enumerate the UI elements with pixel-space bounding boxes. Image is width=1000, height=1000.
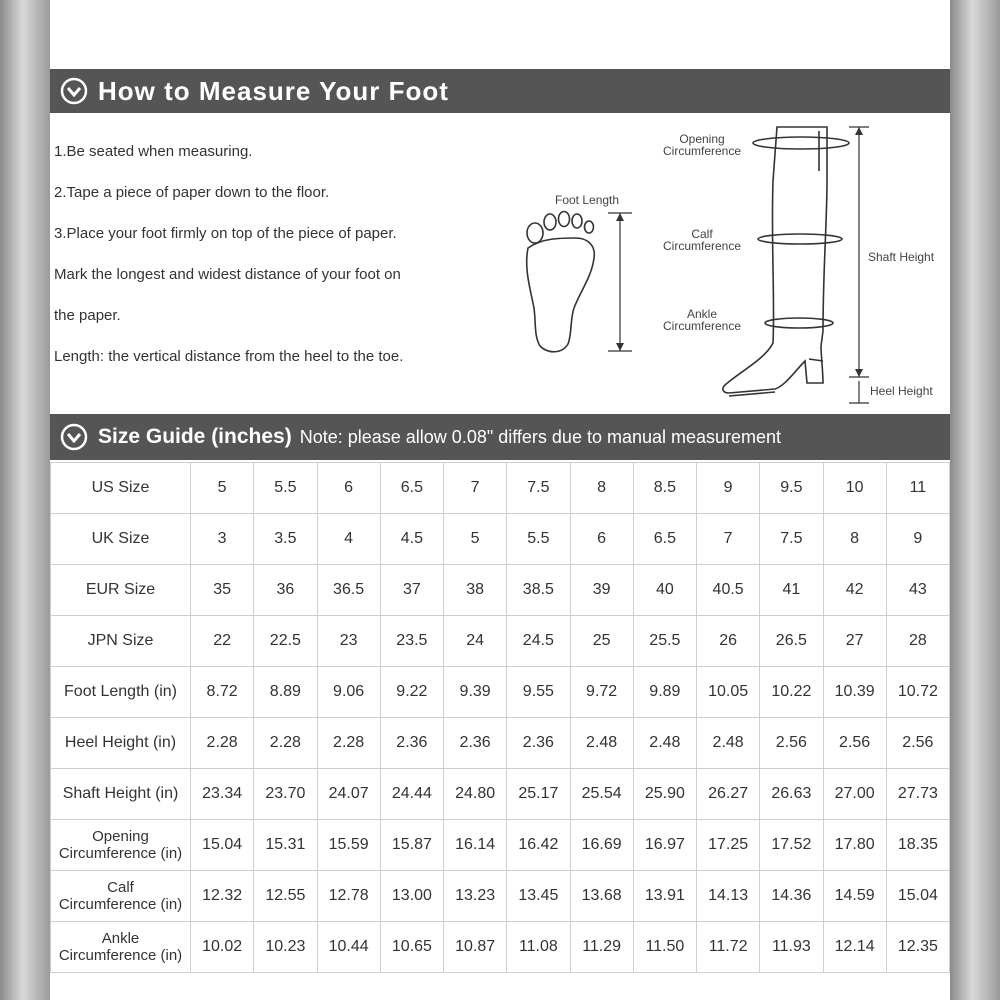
instruction-line: Mark the longest and widest distance of your foot on	[54, 266, 401, 283]
table-cell: 26	[697, 616, 760, 667]
size-guide-title: Size Guide (inches)	[98, 425, 292, 448]
table-cell: 7.5	[507, 463, 570, 514]
table-cell: 11.93	[760, 922, 823, 973]
table-cell: 10.39	[823, 667, 886, 718]
table-cell: 26.27	[697, 769, 760, 820]
table-cell: 5.5	[254, 463, 317, 514]
table-cell: 9.5	[760, 463, 823, 514]
measure-title: How to Measure Your Foot	[98, 75, 449, 106]
size-guide-header	[50, 414, 950, 460]
table-cell: 3	[191, 514, 254, 565]
table-cell: 13.45	[507, 871, 570, 922]
table-cell: 38	[444, 565, 507, 616]
calf-label-line: Circumference	[662, 239, 742, 253]
table-cell: 2.48	[570, 718, 633, 769]
table-cell: 16.69	[570, 820, 633, 871]
table-cell: 13.91	[633, 871, 696, 922]
table-cell: 12.14	[823, 922, 886, 973]
table-cell: 36	[254, 565, 317, 616]
row-header-line: Opening	[92, 828, 149, 845]
ankle-label-line: Ankle	[686, 307, 718, 321]
table-cell: 15.04	[886, 871, 949, 922]
height-dimension-icon	[845, 123, 875, 408]
table-cell: 7.5	[760, 514, 823, 565]
table-cell: 2.56	[760, 718, 823, 769]
table-cell: 16.97	[633, 820, 696, 871]
table-cell: 8	[570, 463, 633, 514]
table-row	[51, 871, 950, 922]
table-cell: 25	[570, 616, 633, 667]
table-cell: 4	[317, 514, 380, 565]
table-cell: 10	[823, 463, 886, 514]
table-cell: 5	[444, 514, 507, 565]
table-cell: 12.78	[317, 871, 380, 922]
table-cell: 23.70	[254, 769, 317, 820]
table-cell: 11.72	[697, 922, 760, 973]
ankle-label	[654, 308, 750, 332]
calf-label-line: Calf	[691, 227, 713, 241]
instruction-line: the paper.	[54, 307, 121, 324]
table-cell: 15.04	[191, 820, 254, 871]
table-cell: 27	[823, 616, 886, 667]
table-cell: 10.23	[254, 922, 317, 973]
row-header	[51, 922, 191, 973]
foot-length-label: Foot Length	[555, 193, 620, 207]
shaft-height-label: Shaft Height	[868, 250, 935, 264]
table-cell: 2.36	[507, 718, 570, 769]
table-cell: 10.65	[380, 922, 443, 973]
table-cell: 11	[886, 463, 949, 514]
table-cell: 8.72	[191, 667, 254, 718]
row-header: Shaft Height (in)	[51, 769, 191, 820]
table-cell: 9.72	[570, 667, 633, 718]
table-cell: 13.00	[380, 871, 443, 922]
table-cell: 9.22	[380, 667, 443, 718]
instruction-line: 1.Be seated when measuring.	[54, 143, 253, 160]
table-cell: 2.28	[317, 718, 380, 769]
table-cell: 8.89	[254, 667, 317, 718]
table-cell: 25.54	[570, 769, 633, 820]
table-cell: 24.07	[317, 769, 380, 820]
table-cell: 6	[317, 463, 380, 514]
table-cell: 2.56	[886, 718, 949, 769]
foot-outline-icon	[520, 208, 640, 358]
row-header	[51, 871, 191, 922]
table-cell: 10.22	[760, 667, 823, 718]
table-cell: 11.50	[633, 922, 696, 973]
heel-height-label: Heel Height	[870, 384, 933, 398]
table-cell: 26.63	[760, 769, 823, 820]
table-cell: 2.36	[380, 718, 443, 769]
table-cell: 23.5	[380, 616, 443, 667]
row-header: US Size	[51, 463, 191, 514]
table-cell: 9.89	[633, 667, 696, 718]
table-cell: 2.28	[254, 718, 317, 769]
table-row	[51, 718, 950, 769]
table-cell: 6	[570, 514, 633, 565]
table-cell: 9.06	[317, 667, 380, 718]
opening-label	[654, 133, 750, 157]
table-cell: 36.5	[317, 565, 380, 616]
table-cell: 15.59	[317, 820, 380, 871]
row-header: JPN Size	[51, 616, 191, 667]
table-cell: 4.5	[380, 514, 443, 565]
table-cell: 35	[191, 565, 254, 616]
table-cell: 15.87	[380, 820, 443, 871]
table-cell: 12.55	[254, 871, 317, 922]
table-cell: 9.39	[444, 667, 507, 718]
table-cell: 11.29	[570, 922, 633, 973]
table-row	[51, 565, 950, 616]
table-cell: 17.80	[823, 820, 886, 871]
table-row	[51, 769, 950, 820]
table-cell: 39	[570, 565, 633, 616]
table-cell: 5.5	[507, 514, 570, 565]
table-cell: 5	[191, 463, 254, 514]
table-cell: 43	[886, 565, 949, 616]
table-cell: 24.44	[380, 769, 443, 820]
opening-label-line: Opening	[679, 132, 725, 146]
table-cell: 38.5	[507, 565, 570, 616]
table-row	[51, 820, 950, 871]
table-cell: 12.35	[886, 922, 949, 973]
table-cell: 10.02	[191, 922, 254, 973]
table-cell: 9	[886, 514, 949, 565]
table-row	[51, 514, 950, 565]
table-cell: 23.34	[191, 769, 254, 820]
row-header: UK Size	[51, 514, 191, 565]
row-header-line: Circumference (in)	[58, 896, 183, 913]
table-cell: 14.36	[760, 871, 823, 922]
table-row	[51, 922, 950, 973]
table-cell: 16.14	[444, 820, 507, 871]
table-cell: 37	[380, 565, 443, 616]
instruction-line: 2.Tape a piece of paper down to the floor.	[54, 184, 330, 201]
measurement-diagram	[50, 113, 950, 414]
table-cell: 24.80	[444, 769, 507, 820]
table-cell: 26.5	[760, 616, 823, 667]
table-cell: 28	[886, 616, 949, 667]
row-header: EUR Size	[51, 565, 191, 616]
row-header-line: Ankle	[101, 930, 140, 947]
table-cell: 27.00	[823, 769, 886, 820]
table-cell: 2.36	[444, 718, 507, 769]
instruction-line: 3.Place your foot firmly on top of the piece of paper.	[54, 225, 397, 242]
table-cell: 8.5	[633, 463, 696, 514]
opening-label-line: Circumference	[662, 144, 742, 158]
chevron-down-circle-icon	[60, 423, 88, 451]
table-cell: 25.5	[633, 616, 696, 667]
table-cell: 23	[317, 616, 380, 667]
instruction-line: Length: the vertical distance from the heel to the toe.	[54, 348, 404, 365]
table-cell: 25.17	[507, 769, 570, 820]
size-guide-note: Note: please allow 0.08" differs due to manual measurement	[299, 426, 782, 447]
table-cell: 10.87	[444, 922, 507, 973]
table-row	[51, 463, 950, 514]
table-cell: 22	[191, 616, 254, 667]
table-cell: 8	[823, 514, 886, 565]
table-cell: 2.28	[191, 718, 254, 769]
ankle-label-line: Circumference	[662, 319, 742, 333]
table-cell: 10.44	[317, 922, 380, 973]
table-cell: 40.5	[697, 565, 760, 616]
table-cell: 2.48	[697, 718, 760, 769]
row-header: Heel Height (in)	[51, 718, 191, 769]
table-cell: 2.56	[823, 718, 886, 769]
calf-label	[654, 228, 750, 252]
table-cell: 9.55	[507, 667, 570, 718]
table-cell: 16.42	[507, 820, 570, 871]
size-chart-panel	[50, 0, 950, 1000]
table-cell: 7	[697, 514, 760, 565]
table-cell: 14.59	[823, 871, 886, 922]
table-row	[51, 616, 950, 667]
table-cell: 17.25	[697, 820, 760, 871]
table-cell: 42	[823, 565, 886, 616]
table-cell: 13.68	[570, 871, 633, 922]
table-cell: 41	[760, 565, 823, 616]
table-cell: 10.05	[697, 667, 760, 718]
table-cell: 24.5	[507, 616, 570, 667]
table-cell: 6.5	[633, 514, 696, 565]
chevron-down-circle-icon	[60, 77, 88, 105]
row-header-line: Circumference (in)	[58, 947, 183, 964]
table-cell: 3.5	[254, 514, 317, 565]
measure-header	[50, 69, 950, 113]
table-cell: 15.31	[254, 820, 317, 871]
table-cell: 12.32	[191, 871, 254, 922]
table-cell: 13.23	[444, 871, 507, 922]
table-cell: 24	[444, 616, 507, 667]
row-header-line: Circumference (in)	[58, 845, 183, 862]
table-cell: 27.73	[886, 769, 949, 820]
row-header	[51, 820, 191, 871]
table-cell: 9	[697, 463, 760, 514]
right-border	[950, 0, 1000, 1000]
table-cell: 10.72	[886, 667, 949, 718]
table-cell: 22.5	[254, 616, 317, 667]
table-row	[51, 667, 950, 718]
table-cell: 25.90	[633, 769, 696, 820]
table-cell: 40	[633, 565, 696, 616]
table-cell: 2.48	[633, 718, 696, 769]
size-table	[50, 462, 950, 973]
table-cell: 11.08	[507, 922, 570, 973]
row-header-line: Calf	[107, 879, 134, 896]
table-cell: 7	[444, 463, 507, 514]
table-cell: 18.35	[886, 820, 949, 871]
row-header: Foot Length (in)	[51, 667, 191, 718]
table-cell: 14.13	[697, 871, 760, 922]
table-cell: 6.5	[380, 463, 443, 514]
left-border	[0, 0, 50, 1000]
table-cell: 17.52	[760, 820, 823, 871]
